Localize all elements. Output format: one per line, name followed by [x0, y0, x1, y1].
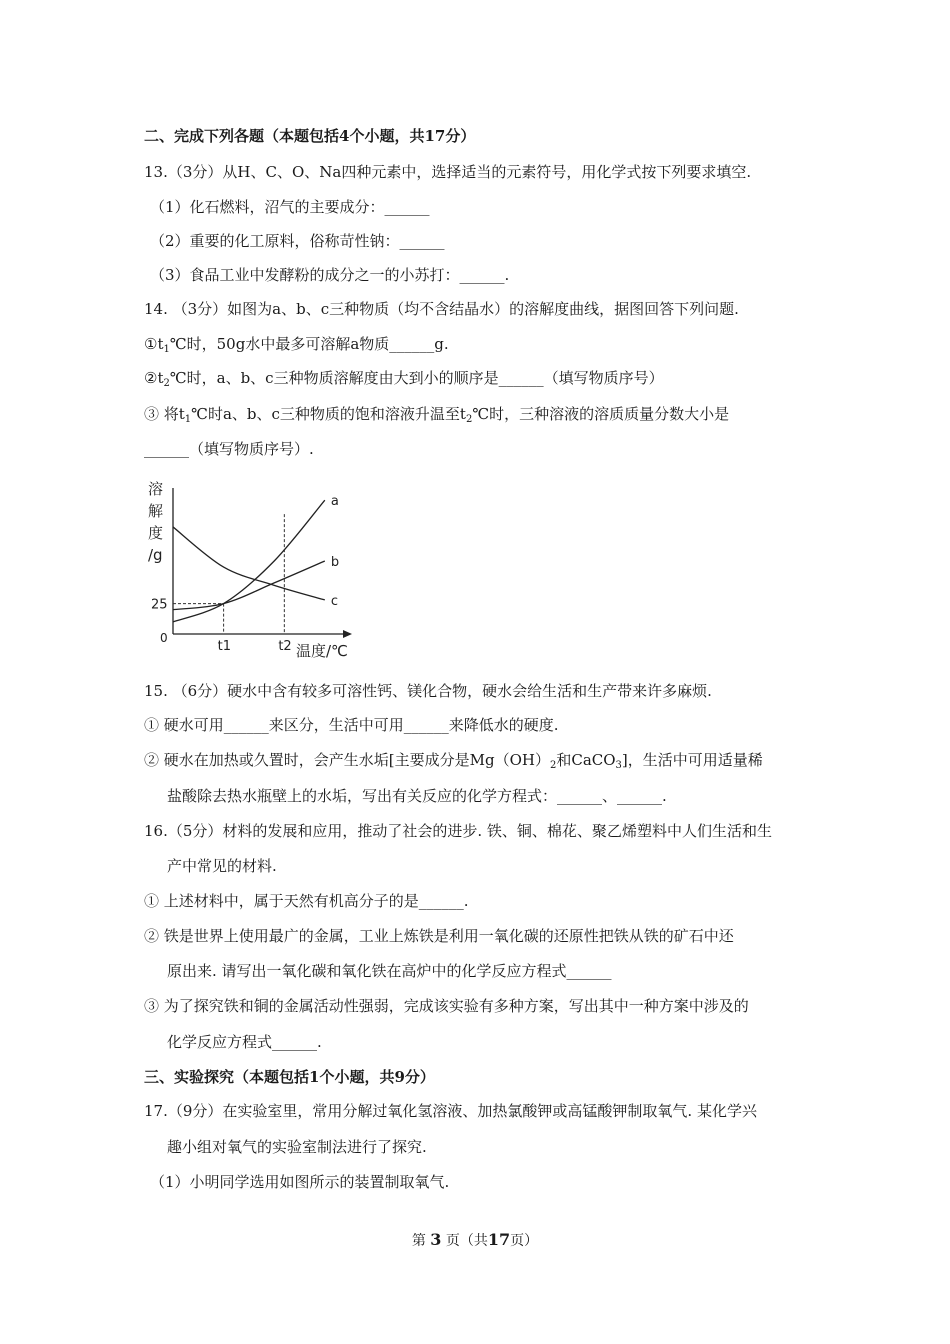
section-2-title: 二、完成下列各题（本题包括4个小题，共17分） [144, 127, 476, 145]
x-axis-label: 温度/℃ [296, 642, 348, 660]
q17-stem-continued: 趣小组对氧气的实验室制法进行了探究. [167, 1138, 427, 1156]
x-axis-arrow-icon [343, 630, 352, 638]
q13-part-1: （1）化石燃料，沼气的主要成分：______ [150, 198, 430, 216]
curve-c [173, 527, 325, 600]
q13-stem: 13.（3分）从H、C、O、Na四种元素中，选择适当的元素符号，用化学式按下列要求填空. [144, 163, 752, 181]
q13-part-2: （2）重要的化工原料，俗称苛性钠：______ [150, 232, 445, 250]
section-3-title: 三、实验探究（本题包括1个小题，共9分） [144, 1068, 435, 1086]
solubility-chart [140, 474, 370, 666]
q16-stem: 16.（5分）材料的发展和应用，推动了社会的进步. 铁、铜、棉花、聚乙烯塑料中人们生活和生 [144, 822, 772, 840]
curve-label-b: b [330, 555, 340, 570]
q15-part-2: ② 硬水在加热或久置时，会产生水垢[主要成分是$Mg(OH)_2$和CaCO$_3$]，生活中可用适量稀 [144, 751, 763, 771]
q17-part-1: （1）小明同学选用如图所示的装置制取氧气. [150, 1173, 450, 1191]
q16-stem-continued: 产中常见的材料. [167, 857, 277, 875]
y-label-char-4: /g [148, 546, 163, 564]
q15-part-1: ① 硬水可用______来区分，生活中可用______来降低水的硬度. [144, 716, 559, 734]
q15-stem: 15. （6分）硬水中含有较多可溶性钙、镁化合物，硬水会给生活和生产带来许多麻烦. [144, 682, 712, 700]
q16-part-3-continued: 化学反应方程式______. [167, 1033, 322, 1051]
y-label-char-3: 度 [148, 524, 164, 542]
page-footer: 第 3 页（共17页） [411, 1230, 539, 1249]
q13-part-3: （3）食品工业中发酵粉的成分之一的小苏打：______. [150, 266, 510, 284]
y-label-char-2: 解 [148, 502, 164, 520]
q14-part-3-continued: ______（填写物质序号）. [144, 440, 314, 458]
q14-part-2: $②t_2℃$时，a、b、c三种物质溶解度由大到小的顺序是______（填写物质序号） [144, 369, 664, 389]
q17-stem: 17.（9分）在实验室里，常用分解过氧化氢溶液、加热氯酸钾或高锰酸钾制取氧气. 某化学兴 [144, 1102, 757, 1120]
x-tick-label-t2: t2 [278, 639, 292, 654]
origin-label: 0 [160, 631, 168, 645]
q14-part-3: ③ 将$t_1℃$时a、b、c三种物质的饱和溶液升温至$t_2℃$时，三种溶液的溶质质量分数大小是 [144, 405, 730, 425]
y-tick-label-25: 25 [151, 597, 168, 613]
q16-part-1: ① 上述材料中，属于天然有机高分子的是______. [144, 892, 469, 910]
q16-part-3: ③ 为了探究铁和铜的金属活动性强弱，完成该实验有多种方案，写出其中一种方案中涉及的 [144, 997, 749, 1015]
q16-part-2: ② 铁是世界上使用最广的金属，工业上炼铁是利用一氧化碳的还原性把铁从铁的矿石中还 [144, 927, 734, 945]
q16-part-2-continued: 原出来. 请写出一氧化碳和氧化铁在高炉中的化学反应方程式______ [167, 962, 612, 980]
y-label-char-1: 溶 [148, 480, 164, 498]
q14-stem: 14. （3分）如图为a、b、c三种物质（均不含结晶水）的溶解度曲线，据图回答下列问题. [144, 300, 739, 318]
curve-label-a: a [330, 494, 339, 510]
curve-label-c: c [330, 593, 338, 609]
x-tick-label-t1: t1 [217, 639, 231, 654]
q14-part-1: $①t_1℃$时，50g水中最多可溶解a物质______g. [144, 335, 449, 355]
q15-part-2-continued: 盐酸除去热水瓶壁上的水垢，写出有关反应的化学方程式：______、______. [167, 787, 667, 805]
